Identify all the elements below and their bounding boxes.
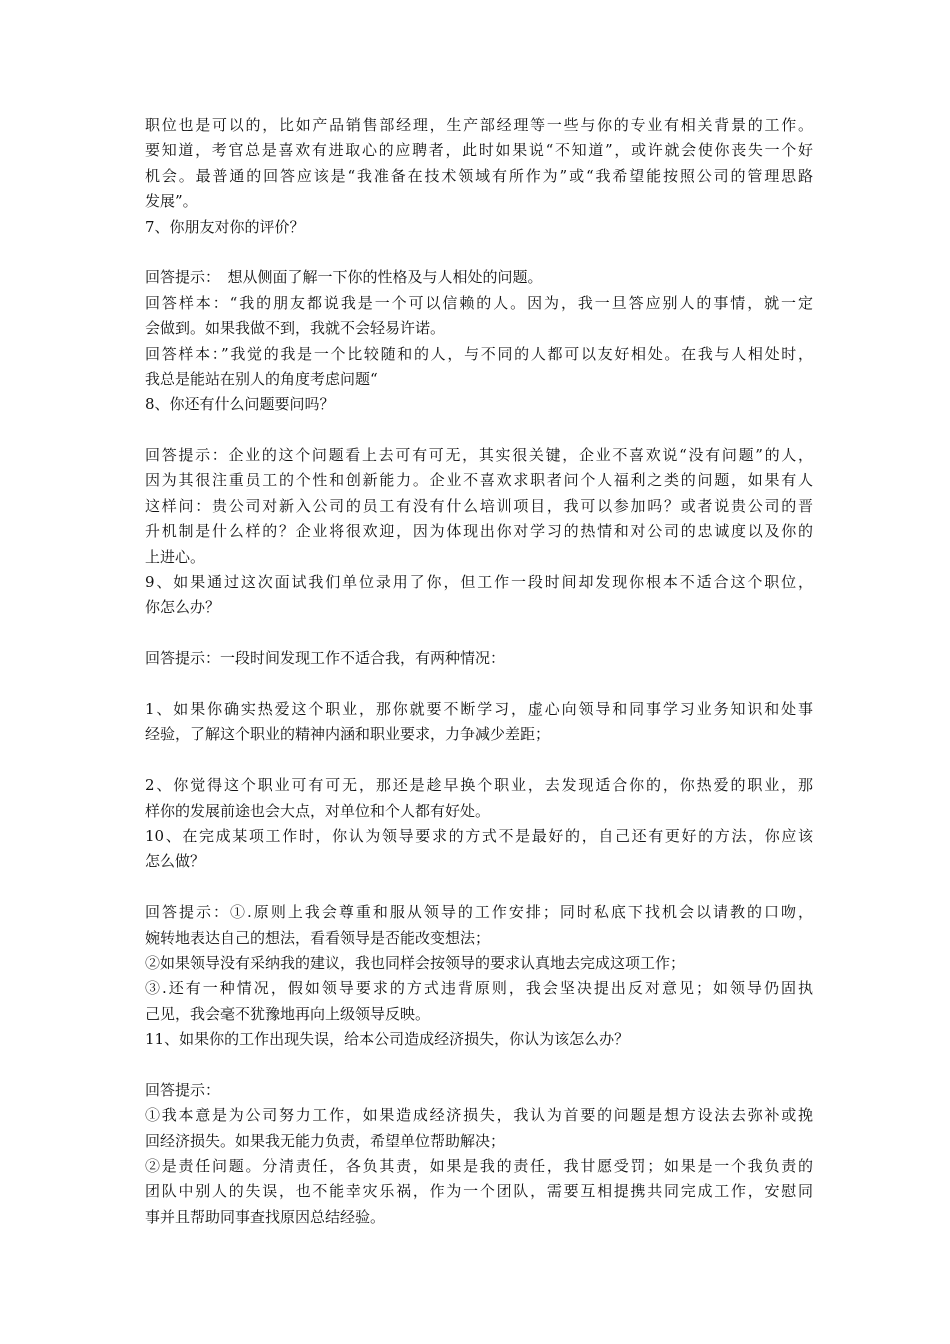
blank-line (145, 418, 813, 443)
text-line: ②如果领导没有采纳我的建议，我也同样会按领导的要求认真地去完成这项工作； (145, 953, 686, 972)
text-line: 职位也是可以的，比如产品销售部经理，生产部经理等一些与你的专业有相关背景的工作。 (145, 116, 813, 134)
text-line: 上进心。 (145, 547, 206, 566)
blank-line (145, 240, 813, 265)
text-line: 因为其很注重员工的个性和创新能力。企业不喜欢求职者问个人福利之类的问题，如果有人 (145, 471, 813, 490)
document-body (145, 113, 813, 1230)
blank-line (145, 748, 813, 773)
blank-line (145, 672, 813, 697)
text-line: 9、如果通过这次面试我们单位录用了你，但工作一段时间却发现你根本不适合这个职位， (145, 573, 813, 592)
text-line: 经验，了解这个职业的精神内涵和职业要求，力争减少差距； (145, 725, 551, 744)
text-line: 我总是能站在别人的角度考虑问题“ (145, 369, 378, 388)
text-line: 回答提示： (145, 1080, 221, 1099)
blank-line (145, 621, 813, 646)
blank-line (145, 875, 813, 900)
text-line: 己见，我会毫不犹豫地再向上级领导反映。 (145, 1004, 431, 1023)
text-line: ②是责任问题。分清责任，各负其责，如果是我的责任，我甘愿受罚；如果是一个我负责的 (145, 1157, 813, 1176)
text-line: 回答提示：一段时间发现工作不适合我，有两种情况： (145, 649, 506, 668)
text-line: 会做到。如果我做不到，我就不会轻易许诺。 (145, 319, 446, 338)
text-line: 7、你朋友对你的评价？ (145, 217, 305, 236)
text-line: ①我本意是为公司努力工作，如果造成经济损失，我认为首要的问题是想方设法去弥补或挽 (145, 1106, 813, 1125)
text-line: 发展”。 (145, 192, 198, 211)
text-line: 回答样本：”我觉的我是一个比较随和的人，与不同的人都可以友好相处。在我与人相处时， (145, 344, 813, 363)
text-line: 这样问：贵公司对新入公司的员工有没有什么培训项目，我可以参加吗？或者说贵公司的晋 (145, 496, 813, 515)
text-line: 婉转地表达自己的想法，看看领导是否能改变想法； (145, 928, 491, 947)
text-line: 11、如果你的工作出现失误，给本公司造成经济损失，你认为该怎么办？ (145, 1030, 630, 1049)
text-line: 事并且帮助同事查找原因总结经验。 (145, 1207, 386, 1226)
text-line: 2、你觉得这个职业可有可无，那还是趁早换个职业，去发现适合你的，你热爱的职业，那 (145, 776, 813, 795)
text-line: 10、在完成某项工作时，你认为领导要求的方式不是最好的，自己还有更好的方法，你应该 (145, 826, 813, 845)
text-line: 机会。最普通的回答应该是“我准备在技术领域有所作为”或“我希望能按照公司的管理思路 (145, 166, 813, 185)
text-line: 回答提示：①.原则上我会尊重和服从领导的工作安排；同时私底下找机会以请教的口吻， (145, 903, 813, 922)
text-line: 怎么做？ (145, 852, 206, 871)
text-line: 样你的发展前途也会大点，对单位和个人都有好处。 (145, 801, 491, 820)
text-line: 团队中别人的失误，也不能幸灾乐祸，作为一个团队，需要互相提携共同完成工作，安慰同 (145, 1182, 813, 1201)
text-line: ③.还有一种情况，假如领导要求的方式违背原则，我会坚决提出反对意见；如领导仍固执 (145, 979, 813, 998)
text-line: 回经济损失。如果我无能力负责，希望单位帮助解决； (145, 1131, 506, 1150)
text-line: 回答提示： 想从侧面了解一下你的性格及与人相处的问题。 (145, 268, 543, 287)
blank-line (145, 1052, 813, 1077)
text-line: 1、如果你确实热爱这个职业，那你就要不断学习，虚心向领导和同事学习业务知识和处事 (145, 699, 813, 718)
text-line: 你怎么办？ (145, 598, 221, 617)
text-line: 回答样本：“我的朋友都说我是一个可以信赖的人。因为，我一旦答应别人的事情，就一定 (145, 293, 813, 312)
text-line: 要知道，考官总是喜欢有进取心的应聘者，此时如果说“不知道”，或许就会使你丧失一个好 (145, 141, 813, 160)
text-line: 回答提示：企业的这个问题看上去可有可无，其实很关键，企业不喜欢说“没有问题”的人， (145, 446, 813, 465)
text-line: 升机制是什么样的？企业将很欢迎，因为体现出你对学习的热情和对公司的忠诚度以及你的 (145, 522, 813, 541)
text-line: 8、你还有什么问题要问吗？ (145, 395, 335, 414)
